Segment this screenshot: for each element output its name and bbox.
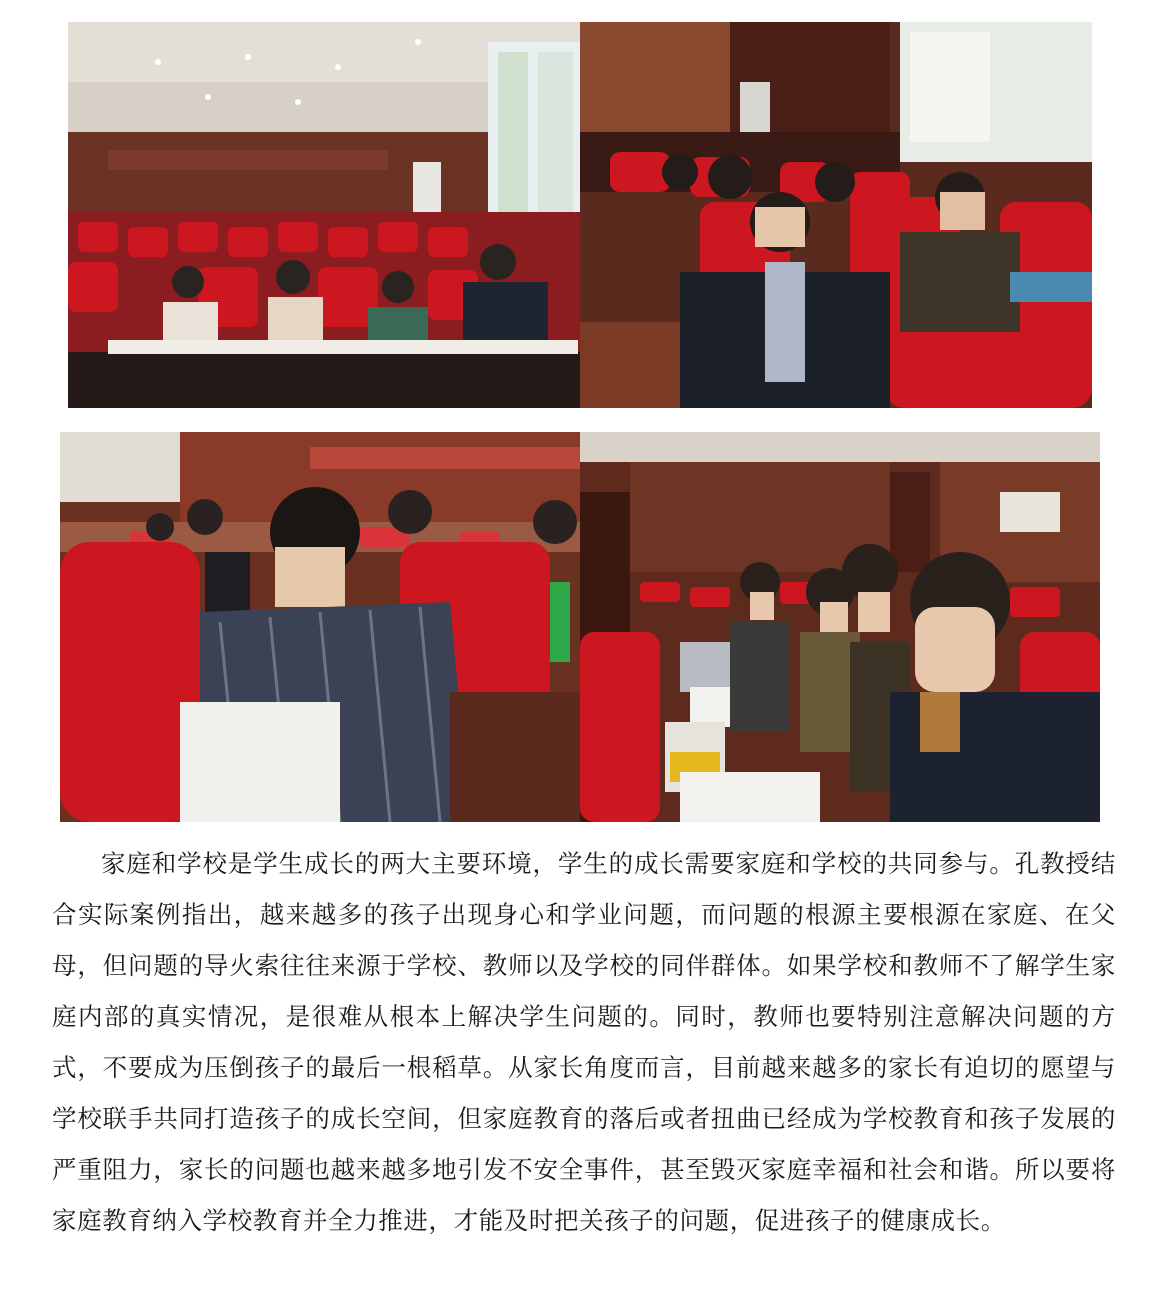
photo-classroom-overview-icon — [68, 22, 580, 408]
article-paragraph: 家庭和学校是学生成长的两大主要环境，学生的成长需要家庭和学校的共同参与。孔教授结合实际案例指出，越来越多的孩子出现身心和学业问题，而问题的根源主要根源在家庭、在父母，但问题的导火索往往来源于学校、教师以及学校的同伴群体。如果学校和教师不了解学生家庭内部的真实情况，是很难从根本上解决学生问题的。同时，教师也要特别注意解决问题的方式，不要成为压倒孩子的最后一根稻草。从家长角度而言，目前越来越多的家长有迫切的愿望与学校联手共同打造孩子的成长空间，但家庭教育的落后或者扭曲已经成为学校教育和孩子发展的严重阻力，家长的问题也越来越多地引发不安全事件，甚至毁灭家庭幸福和社会和谐。所以要将家庭教育纳入学校教育并全力推进，才能及时把关孩子的问题，促进孩子的健康成长。 — [52, 849, 1116, 1235]
photo-women-listening — [580, 432, 1100, 822]
photo-classroom-overview — [68, 22, 580, 408]
photo-men-seated-icon — [580, 22, 1092, 408]
photo-man-writing — [60, 432, 580, 822]
photo-men-seated — [580, 22, 1092, 408]
photo-man-writing-icon — [60, 432, 580, 822]
photo-women-listening-icon — [580, 432, 1100, 822]
